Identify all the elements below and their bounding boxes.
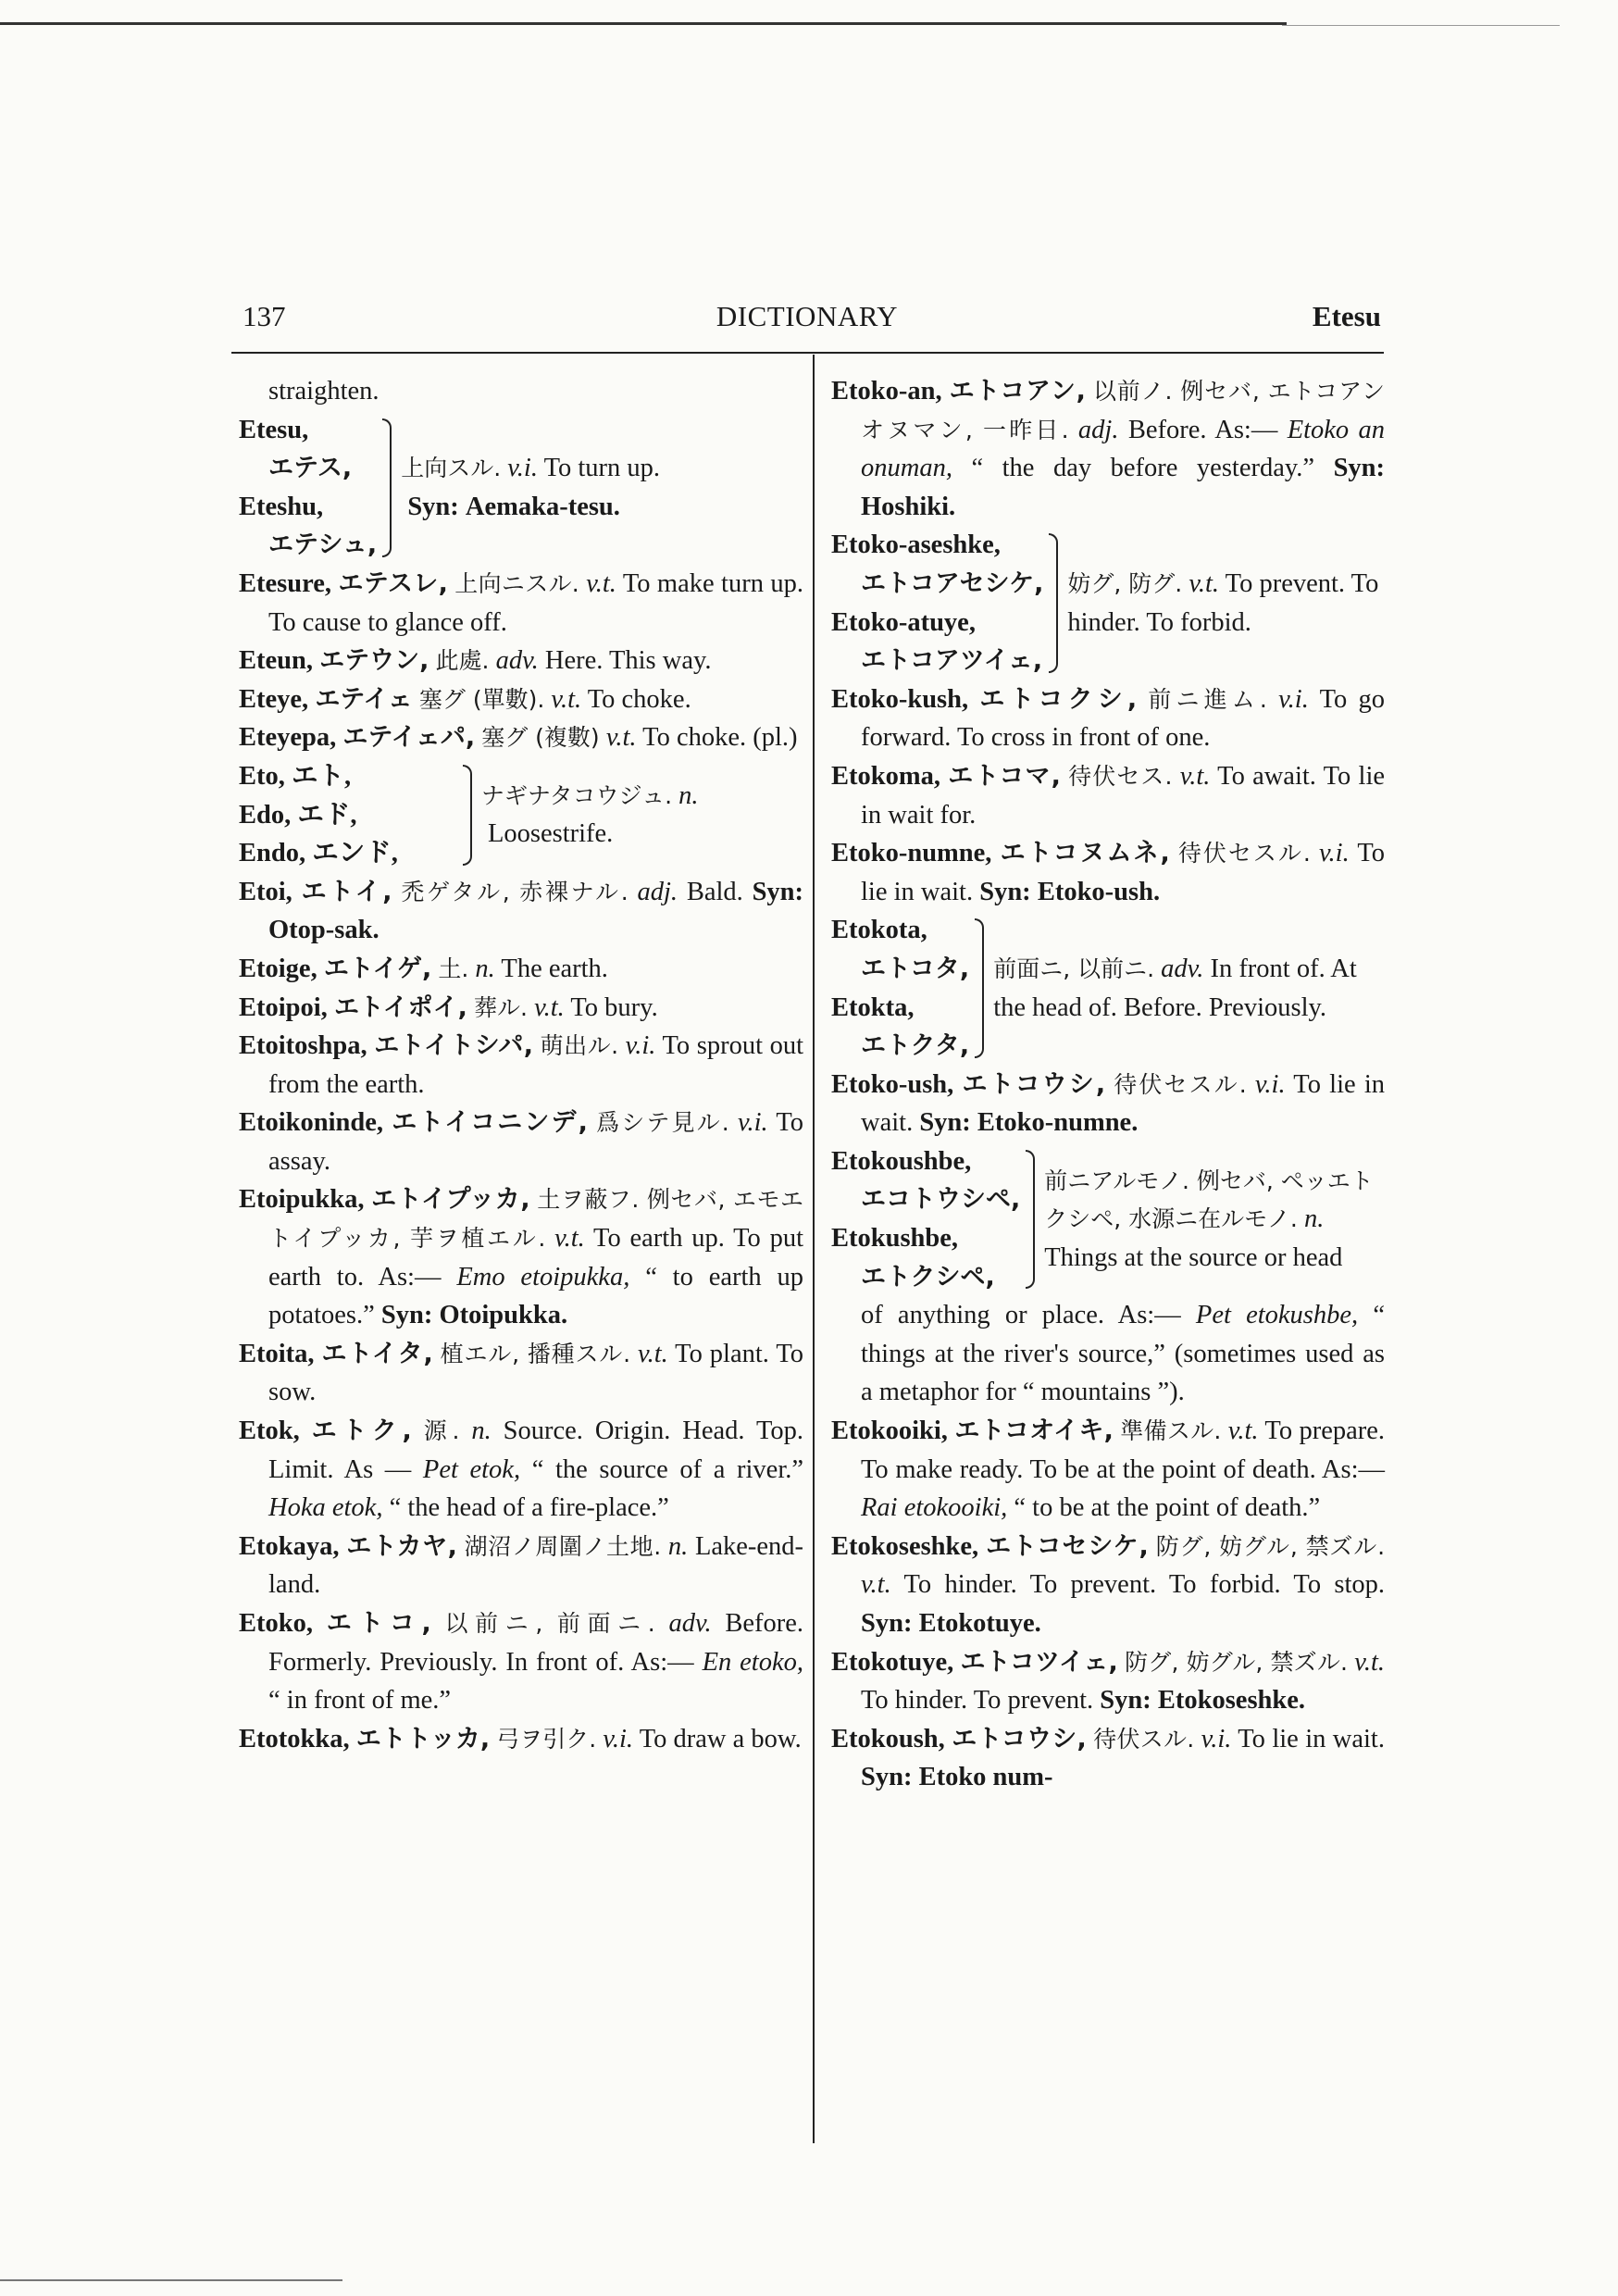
japanese-gloss: 前ニ進ム. — [1148, 685, 1267, 713]
japanese-gloss: 上向スル. — [401, 455, 502, 482]
part-of-speech: v.t. — [638, 1339, 668, 1368]
entry-etokooiki — [831, 1412, 1385, 1528]
entry-eteyepa — [239, 718, 803, 757]
japanese-gloss: 禿ゲタル, 赤裸ナル. — [401, 878, 629, 905]
part-of-speech: v.i. — [1319, 839, 1350, 868]
definition: In front of. At the head of. Before. Previously. — [993, 954, 1357, 1022]
definition: To turn up. — [543, 454, 661, 483]
japanese-gloss: 前面ニ, 以前ニ. — [993, 955, 1155, 982]
definition: Bald. — [686, 877, 743, 906]
headword-kana: エトイタ, — [321, 1339, 433, 1368]
headword: Etokota, — [831, 916, 927, 945]
entry-etoko-an — [831, 372, 1385, 526]
entry-group-etokota — [831, 911, 1385, 1065]
headword: Etesure, — [239, 568, 332, 598]
entry-eteye — [239, 680, 803, 719]
brace — [975, 918, 984, 1057]
japanese-gloss: 植エル, 播種スル. — [440, 1340, 631, 1367]
part-of-speech: adv. — [1161, 954, 1204, 983]
part-of-speech: v.t. — [605, 723, 637, 753]
definition: To choke. (pl.) — [642, 723, 798, 753]
entry-etokotuye — [831, 1643, 1385, 1720]
headword-kana: エトコオイキ, — [954, 1416, 1114, 1446]
headword-kana: エトイコニンデ, — [392, 1108, 588, 1138]
japanese-gloss: 妨グ, 防グ. — [1067, 569, 1183, 597]
headword: Etoko-atuye, — [831, 607, 976, 637]
headword-kana: エトコクシ, — [979, 684, 1138, 714]
synonym: Etoko num- — [918, 1763, 1053, 1792]
definition: of anything or place. As:— — [861, 1301, 1181, 1330]
page-number: 137 — [243, 300, 286, 332]
example-phrase: Rai etokooiki, — [861, 1493, 1008, 1523]
part-of-speech: v.t. — [1189, 568, 1220, 598]
synonym: Otop-sak. — [268, 916, 380, 945]
top-edge-rule — [0, 22, 1287, 25]
japanese-gloss: 防グ, 妨グル, 禁ズル. — [1155, 1532, 1386, 1560]
example-translation: “ the source of a river.” — [531, 1454, 804, 1484]
column-divider — [813, 355, 815, 2143]
part-of-speech: v.t. — [1354, 1647, 1385, 1677]
left-column — [239, 372, 803, 1758]
brace — [463, 765, 472, 866]
part-of-speech: adv. — [495, 646, 539, 676]
definition: To lie in wait. — [861, 1069, 1386, 1138]
definition: To sprout out from the earth. — [268, 1031, 804, 1099]
entry-continuation — [831, 1296, 1385, 1412]
example-translation: “ the day before yesterday.” — [971, 454, 1315, 483]
japanese-gloss: 土ヲ蔽フ. 例セバ, エモエトイプッカ, 芋ヲ植エル. — [268, 1186, 804, 1253]
part-of-speech: v.i. — [603, 1724, 634, 1753]
headword: Etokoma, — [831, 761, 940, 791]
headword: Etoko-ush, — [831, 1069, 954, 1099]
part-of-speech: v.i. — [625, 1031, 656, 1061]
entry-group-etokoushbe — [831, 1142, 1385, 1296]
example-translation: “ to be at the point of death.” — [1014, 1493, 1321, 1523]
part-of-speech: n. — [667, 1531, 689, 1561]
entry-etoikoninde — [239, 1104, 803, 1180]
entry-etokoush — [831, 1720, 1385, 1797]
synonym: Etoko-ush. — [1037, 877, 1161, 906]
headword-kana: エトイゲ, — [323, 954, 432, 983]
synonym-label: Syn: — [861, 1609, 913, 1638]
example-translation: “ to earth up potatoes.” — [268, 1262, 804, 1330]
headword: Etoita, — [239, 1339, 315, 1368]
headword-kana: エトコタ, — [861, 954, 970, 983]
header-rule — [231, 352, 1384, 354]
entry-etoko-ush — [831, 1066, 1385, 1142]
entry-eteun — [239, 642, 803, 680]
headword-kana: エトコウシ, — [962, 1069, 1106, 1099]
part-of-speech: n. — [471, 1416, 492, 1446]
japanese-gloss: 塞グ (單數). — [418, 685, 545, 713]
headword: Etoitoshpa, — [239, 1031, 367, 1061]
part-of-speech: adj. — [1077, 415, 1119, 444]
entry-etoitoshpa — [239, 1027, 803, 1104]
headword: Eteye, — [239, 684, 309, 714]
headword-kana: エトクシペ, — [861, 1262, 995, 1292]
example-translation: “ things at the river's source,” (sometimes used as a metaphor for “ mountains ”). — [861, 1301, 1386, 1407]
definition: To hinder. To prevent. To forbid. To stop. — [903, 1570, 1385, 1600]
synonym: Hoshiki. — [861, 492, 956, 521]
japanese-gloss: 塞グ (複數) — [481, 724, 600, 752]
headword-kana: エテス, — [268, 454, 353, 483]
headword-kana: エコトウシペ, — [861, 1185, 1021, 1215]
part-of-speech: v.i. — [507, 454, 538, 483]
part-of-speech: v.t. — [534, 992, 565, 1022]
headword-kana: エトコアン, — [949, 377, 1086, 406]
part-of-speech: v.t. — [586, 568, 616, 598]
entry-etotokka — [239, 1720, 803, 1759]
headword: Etokushbe, — [831, 1224, 959, 1254]
japanese-gloss: 待伏セスル. — [1177, 840, 1311, 867]
headword: Etoi, — [239, 877, 292, 906]
definition: To make turn up. To cause to glance off. — [268, 568, 804, 637]
headword: Etokoushbe, — [831, 1146, 972, 1176]
headword-kana: エトコウシ, — [952, 1724, 1087, 1753]
headword: Etoko, — [239, 1609, 313, 1638]
synonym: Aemaka-tesu. — [465, 492, 620, 521]
brace — [382, 418, 392, 557]
definition: To lie in wait. — [861, 839, 1386, 906]
headword-kana: エトイ, — [301, 877, 392, 906]
part-of-speech: v.t. — [551, 684, 582, 714]
headword-kana: エテスレ, — [338, 568, 448, 598]
definition: To prepare. To make ready. To be at the point of death. As:— — [861, 1416, 1386, 1484]
definition: The earth. — [501, 954, 608, 983]
headword-kana: エトイプッカ, — [371, 1185, 530, 1215]
headword: Etok, — [239, 1416, 300, 1446]
definition: To bury. — [570, 992, 658, 1022]
definition: To go forward. To cross in front of one. — [861, 684, 1385, 753]
synonym-label: Syn: — [861, 1763, 913, 1792]
headword: Edo, エド, — [239, 800, 357, 830]
entry-etokoma — [831, 757, 1385, 834]
synonym: Etokotuye. — [918, 1609, 1041, 1638]
entry-etoi — [239, 873, 803, 950]
definition: To earth up. To put earth to. As:— — [268, 1224, 803, 1292]
headword: Etotokka, — [239, 1724, 350, 1753]
synonym-label: Syn: — [979, 877, 1031, 906]
synonym-label: Syn: — [919, 1108, 971, 1138]
headword: Etoikoninde, — [239, 1108, 384, 1138]
headword: Etokoseshke, — [831, 1531, 979, 1561]
definition: Source. Origin. Head. Top. Limit. As — — [268, 1416, 804, 1484]
headword: Etoipukka, — [239, 1185, 365, 1215]
part-of-speech: v.i. — [1254, 1069, 1286, 1099]
definition: To prevent. To hinder. To forbid. — [1067, 568, 1379, 637]
entry-group-eto — [239, 757, 803, 873]
definition: To lie in wait. — [1238, 1724, 1385, 1753]
headword-kana: エテシュ, — [268, 530, 378, 560]
entry-etok — [239, 1412, 803, 1528]
headword: Etesu, — [239, 415, 309, 444]
example-translation: “ in front of me.” — [268, 1686, 452, 1716]
definition: Here. This way. — [544, 646, 712, 676]
headword: Etoko-aseshke, — [831, 530, 1001, 560]
definition: To hinder. To prevent. — [861, 1686, 1094, 1716]
headword: Etokta, — [831, 992, 915, 1022]
definition: To assay. — [268, 1108, 804, 1176]
headword-kana: エトクタ, — [861, 1031, 970, 1061]
entry-continuation: straighten. — [268, 377, 380, 406]
japanese-gloss: 以前ノ. 例セバ, エトコアンオヌマン, 一昨日. — [861, 378, 1385, 443]
example-phrase: En etoko, — [702, 1647, 803, 1677]
entry-etoko — [239, 1604, 803, 1720]
headword-kana: エトトッカ, — [355, 1724, 491, 1753]
japanese-gloss: 以前ニ, 前面ニ. — [444, 1610, 655, 1637]
headword-kana: エテイェパ, — [342, 723, 476, 753]
japanese-gloss: 土. — [438, 955, 469, 982]
definition: To await. To lie in wait for. — [861, 761, 1386, 830]
headword: Eteun, — [239, 646, 313, 676]
headword-kana: エトコマ, — [948, 761, 1061, 791]
headword: Endo, エンド, — [239, 839, 398, 868]
synonym-label: Syn: — [1100, 1686, 1151, 1716]
headword-kana: エトク, — [311, 1416, 412, 1446]
headword: Etokooiki, — [831, 1416, 948, 1446]
japanese-gloss: 葬ル. — [473, 993, 528, 1021]
japanese-gloss: 弓ヲ引ク. — [496, 1725, 597, 1753]
part-of-speech: n. — [678, 780, 699, 810]
right-column — [831, 372, 1385, 1797]
part-of-speech: v.i. — [1201, 1724, 1232, 1753]
page-header — [233, 294, 1381, 337]
brace — [1049, 533, 1058, 672]
japanese-gloss: 湖沼ノ周圍ノ土地. — [464, 1532, 662, 1560]
japanese-gloss: 上向ニスル. — [454, 569, 579, 597]
headword: Etoige, — [239, 954, 317, 983]
top-edge-rule-thin — [1282, 25, 1560, 26]
headword-kana: エトコセシケ, — [986, 1531, 1149, 1561]
japanese-gloss: 源. — [423, 1417, 460, 1445]
headword: Eteyepa, — [239, 723, 337, 753]
entry-etoita — [239, 1335, 803, 1412]
part-of-speech: n. — [1303, 1204, 1325, 1234]
brace — [1026, 1150, 1035, 1289]
headword: Eteshu, — [239, 492, 324, 521]
headword: Etoko-kush, — [831, 684, 969, 714]
headword-kana: エトコ, — [326, 1609, 431, 1638]
definition: To choke. — [587, 684, 691, 714]
definition: Things at the source or head — [1044, 1242, 1343, 1272]
headword-kana: エトイトシパ, — [374, 1031, 534, 1061]
headword: Etoko-an, — [831, 377, 942, 406]
headword-kana: エトコヌムネ, — [1000, 839, 1170, 868]
entry-etoipukka — [239, 1180, 803, 1334]
headword: Etokaya, — [239, 1531, 340, 1561]
entry-etesure — [239, 565, 803, 642]
synonym: Etokoseshke. — [1157, 1686, 1306, 1716]
definition: Loosestrife. — [487, 819, 614, 849]
headword-kana: エトイポイ, — [333, 992, 467, 1022]
part-of-speech: n. — [475, 954, 495, 983]
headword-kana: エテウン, — [319, 646, 429, 676]
headword: Etoipoi, — [239, 992, 328, 1022]
japanese-gloss: ナギナタコウジュ. — [480, 781, 673, 809]
headword-kana: エトコツイェ, — [960, 1647, 1118, 1677]
example-phrase: Pet etokushbe, — [1195, 1301, 1359, 1330]
running-title: DICTIONARY — [716, 300, 899, 332]
entry-etoige — [239, 950, 803, 989]
synonym-label: Syn: — [1333, 454, 1386, 483]
synonym: Otoipukka. — [439, 1301, 568, 1330]
bottom-edge-rule — [0, 2279, 342, 2281]
japanese-gloss: 防グ, 妨グル, 禁ズル. — [1125, 1648, 1348, 1676]
part-of-speech: v.i. — [737, 1108, 768, 1138]
definition: Before. Formerly. Previously. In front of. As:— — [268, 1609, 804, 1677]
headword: Etokotuye, — [831, 1647, 954, 1677]
synonym-label: Syn: — [380, 1301, 433, 1330]
headword: Etoko-numne, — [831, 839, 992, 868]
example-translation: “ the head of a fire-place.” — [389, 1493, 669, 1523]
definition: To plant. To sow. — [268, 1339, 804, 1407]
headword-kana: エトコアセシケ, — [861, 568, 1044, 598]
entry-etoko-kush — [831, 680, 1385, 757]
synonym-label: Syn: — [407, 492, 459, 521]
entry-etoko-numne — [831, 834, 1385, 911]
japanese-gloss: 待伏セス. — [1068, 762, 1173, 790]
entry-etokaya — [239, 1528, 803, 1604]
definition: Lake-end-land. — [268, 1531, 804, 1600]
guide-word: Etesu — [1312, 300, 1381, 332]
headword-kana: エテイェ — [315, 684, 413, 714]
headword-kana: エトカヤ, — [346, 1531, 457, 1561]
part-of-speech: adj. — [637, 877, 678, 906]
japanese-gloss: 此處. — [435, 647, 490, 675]
synonym-label: Syn: — [752, 877, 804, 906]
headword: Etokoush, — [831, 1724, 945, 1753]
example-phrase: Emo etoipukka, — [456, 1262, 630, 1292]
headword-kana: エトコアツイェ, — [861, 646, 1043, 676]
japanese-gloss: 待伏セスル. — [1114, 1070, 1247, 1098]
japanese-gloss: 萌出ル. — [540, 1032, 619, 1060]
headword: Eto, エト, — [239, 761, 352, 791]
part-of-speech: v.t. — [1179, 761, 1211, 791]
synonym: Etoko-numne. — [977, 1108, 1139, 1138]
entry-group-etoko-aseshke — [831, 526, 1385, 680]
definition: Before. As:— — [1127, 415, 1278, 444]
definition: To draw a bow. — [639, 1724, 802, 1753]
example-phrase: Hoka etok, — [268, 1493, 383, 1523]
japanese-gloss: 準備スル. — [1120, 1417, 1222, 1445]
part-of-speech: adv. — [668, 1609, 712, 1638]
example-phrase: Pet etok, — [422, 1454, 521, 1484]
part-of-speech: v.t. — [554, 1224, 585, 1254]
part-of-speech: v.i. — [1278, 684, 1309, 714]
japanese-gloss: 前ニアルモノ. 例セバ, ペッエトクシペ, 水源ニ在ルモノ. — [1044, 1167, 1374, 1233]
japanese-gloss: 爲シテ見ル. — [596, 1109, 729, 1137]
example-phrase: Etoko an onuman, — [861, 415, 1386, 483]
part-of-speech: v.t. — [861, 1570, 891, 1600]
entry-group-etesu — [239, 411, 803, 565]
entry-etoipoi — [239, 989, 803, 1028]
part-of-speech: v.t. — [1227, 1416, 1259, 1446]
japanese-gloss: 待伏スル. — [1093, 1725, 1195, 1753]
entry-etokoseshke — [831, 1528, 1385, 1643]
